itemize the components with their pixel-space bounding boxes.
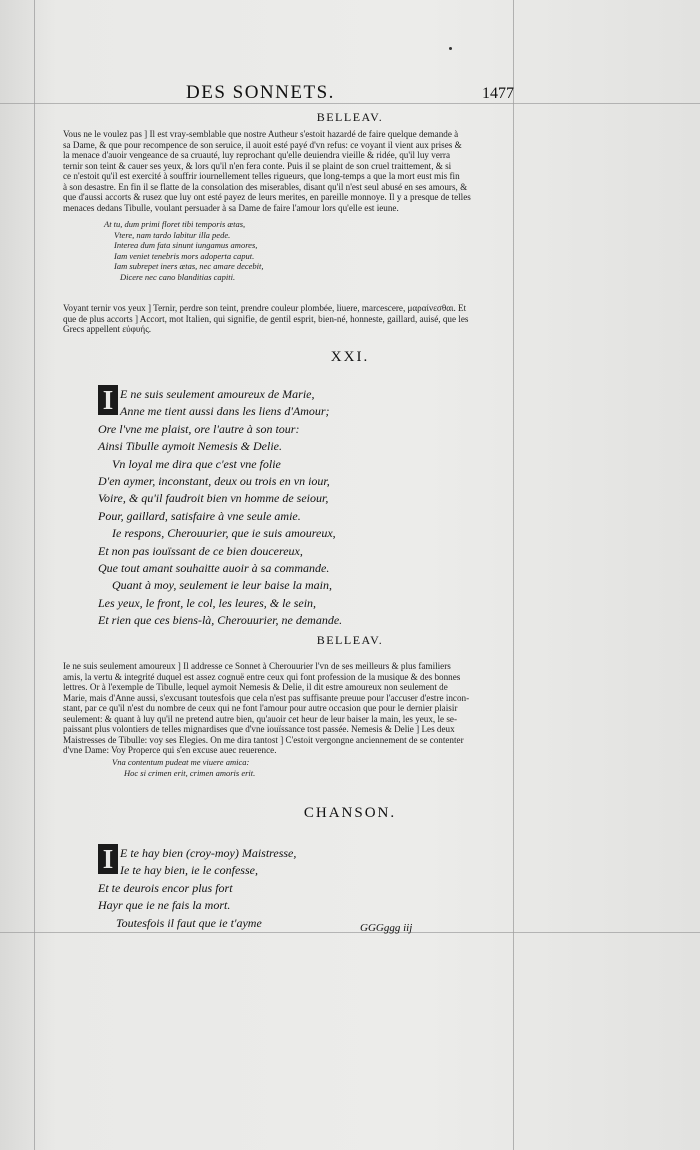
verse-line: Voire, & qu'il faudroit bien vn homme de seiour,	[98, 491, 329, 506]
verse-line: Toutesfois il faut que ie t'ayme	[116, 915, 262, 930]
commentary-line: d'vne Dame: Voy Properce qui s'en excuse auec reuerence.	[63, 745, 277, 755]
commentary-line: que de plus accorts ] Accort, mot Italien, qui signifie, de gentil esprit, bien-né, honneste, gaillard, auisé, que les	[63, 313, 469, 324]
quote-line: Vna contentum pudeat me viuere amica:	[112, 757, 250, 767]
verse-line: Les yeux, le front, le col, les leures, & le sein,	[98, 595, 317, 610]
commentary-line: Vous ne le voulez pas ] Il est vray-semblable que nostre Autheur s'estoit hazardé de faire quelque demande à	[63, 129, 459, 139]
verse-line: Et rien que ces biens-là, Cherouurier, ne demande.	[98, 613, 343, 628]
verse-line: D'en aymer, inconstant, deux ou trois en vn iour,	[98, 474, 330, 489]
quote-line: At tu, dum primi floret tibi temporis ætas,	[104, 219, 246, 229]
section-heading-belleau-2: BELLEAV.	[316, 633, 384, 647]
commentary-block-1	[63, 129, 514, 213]
commentary-line: menaces dedans Tibulle, voulant persuader à sa Dame de faire l'amour lors qu'elle est ieune.	[63, 202, 399, 213]
verse-line: Quant à moy, seulement ie leur baise la main,	[112, 578, 332, 593]
quote-line: Dicere nec cano blanditias capiti.	[120, 271, 236, 282]
verse-line: E ne suis seulement amoureux de Marie,	[120, 387, 315, 401]
verse-line: Vn loyal me dira que c'est vne folie	[112, 456, 281, 471]
commentary-line: stant, par ce qu'il n'est du nombre de ceux qui ne font l'amour pour autre occasion que pour le dernier plaisir	[63, 703, 458, 713]
commentary-block-1b	[63, 303, 514, 335]
commentary-line: Ie ne suis seulement amoureux ] Il addresse ce Sonnet à Cherouurier l'vn de ses meilleurs & plus familiers	[63, 661, 451, 671]
quote-line: Iam veniet tenebris mors adoperta caput.	[114, 250, 255, 261]
margin-line-left	[34, 0, 35, 1150]
page-header: DES SONNETS.	[186, 82, 335, 103]
latin-quote-1	[104, 219, 374, 282]
verse-line: E te hay bien (croy-moy) Maistresse,	[120, 846, 297, 860]
commentary-line: que d'aussi accorts & rusez que luy ont esté payez de leurs merites, en pareille monnoye. Il y a presque de telles	[63, 192, 471, 202]
margin-line-bottom	[0, 932, 700, 933]
verse-line: Ore l'vne me plaist, ore l'autre à son tour:	[98, 421, 300, 436]
verse-line: Ie te hay bien, ie le confesse,	[120, 863, 258, 878]
verse-line: Que tout amant souhaitte auoir à sa commande.	[98, 561, 330, 576]
sonnet-dropcap: I	[98, 385, 118, 415]
commentary-line: Grecs appellent εὐφυής.	[63, 324, 152, 334]
verse-line: Hayr que ie ne fais la mort.	[98, 898, 231, 913]
section-heading-belleau-1: BELLEAV.	[316, 110, 384, 124]
commentary-line: sa Dame, & que pour recompence de son seruice, il auoit esté payé d'vn refus: ce voyant il vient aux prises &	[63, 139, 462, 150]
margin-line-top	[0, 103, 700, 104]
sonnet-text	[98, 386, 398, 630]
printer-signature: GGGggg iij	[360, 922, 413, 934]
verse-line: Ainsi Tibulle aymoit Nemesis & Delie.	[98, 439, 282, 454]
commentary-line: à son desastre. En fin il se flatte de la consolation des miserables, disant qu'il n'est seul abusé en ses amours, &	[63, 181, 468, 192]
page-number: 1477	[482, 85, 514, 102]
quote-line: Iam subrepet iners ætas, nec amare decebit,	[114, 261, 264, 271]
verse-line: Et non pas iouïssant de ce bien doucereux,	[98, 543, 303, 558]
chanson-dropcap: I	[98, 844, 118, 874]
verse-line: Anne me tient aussi dans les liens d'Amour;	[120, 404, 330, 419]
verse-line: Et te deurois encor plus fort	[98, 880, 233, 895]
commentary-line: Maistresses de Tibulle: voy ses Elegies. On me dira tantost ] C'estoit vergongne anciennement de se contenter	[63, 734, 464, 745]
commentary-line: seulement: & quant à luy qu'il ne pretend autre bien, qu'auoir cet heur de leur baiser la main, les yeux, le se-	[63, 713, 458, 724]
chanson-heading: CHANSON.	[303, 805, 397, 821]
commentary-line: amis, la vertu & integrité duquel est assez cognuë entre ceux qui font profession de la musique & des bonnes	[63, 671, 461, 682]
latin-quote-2	[104, 757, 374, 778]
commentary-line: lettres. Or à l'exemple de Tibulle, lequel aymoit Nemesis & Delie, il dit estre amoureux non seulement de	[63, 682, 448, 692]
verse-line: Ie respons, Cherouurier, que ie suis amoureux,	[112, 526, 336, 541]
commentary-line: Voyant ternir vos yeux ] Ternir, perdre son teint, prendre couleur plombée, liuere, marcescere, μαραίνεσθαι. Et	[63, 303, 467, 313]
commentary-line: Marie, mais d'Anne aussi, s'excusant toutesfois que cela n'est pas suffisante preuue pour l'accuser d'estre incon-	[63, 692, 470, 703]
chanson-text	[98, 845, 398, 932]
sonnet-number: XXI.	[330, 349, 370, 365]
commentary-block-2	[63, 661, 514, 756]
commentary-line: ternir son teint & cauer ses yeux, & lors qu'il n'en fera conte. Puis il se plaint de son cruel traittement, & si	[63, 160, 452, 171]
quote-line: Hoc si crimen erit, crimen amoris erit.	[124, 767, 256, 778]
quote-line: Vtere, nam tardo labitur illa pede.	[114, 229, 231, 240]
quote-line: Interea dum fata sinunt iungamus amores,	[114, 240, 258, 250]
commentary-line: la menace d'auoir vengeance de sa cruauté, luy reprochant qu'elle deuiendra vieille & ridée, qu'il luy verra	[63, 150, 450, 160]
ink-speck	[449, 47, 452, 50]
commentary-line: paissant plus volontiers de telles mignardises que d'vne iouïssance tost passée. Nemesis & Delie ] Les deux	[63, 724, 455, 734]
commentary-line: ce n'estoit qu'il est exercité à souffrir iournellement telles rigueurs, que long-temps a que la mort eust mis fin	[63, 171, 460, 181]
verse-line: Pour, gaillard, satisfaire à vne seule amie.	[98, 508, 301, 523]
